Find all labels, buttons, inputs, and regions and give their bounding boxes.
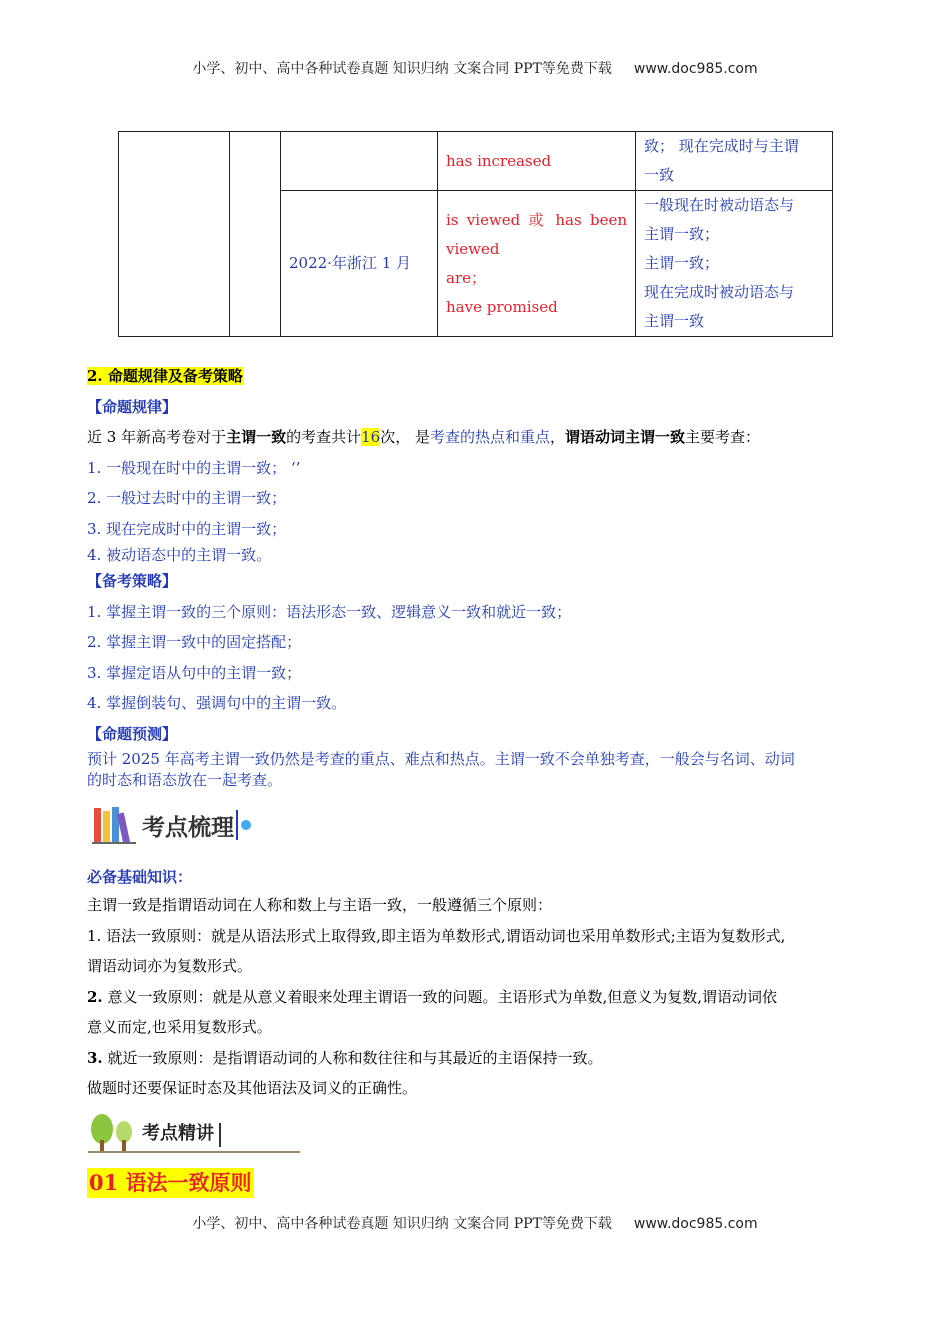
list-item: 2. 掌握主谓一致中的固定搭配； [87, 633, 302, 651]
divider [236, 810, 238, 840]
table-row [119, 132, 833, 191]
table-cell-reason: 一般现在时被动语态与 主谓一致； 主谓一致； 现在完成时被动语态与 主谓一致 [636, 191, 833, 337]
dot-icon [241, 820, 251, 830]
table-cell-reason: 致； 现在完成时与主谓 一致 [636, 132, 833, 191]
list-item: 2. 一般过去时中的主谓一致； [87, 489, 287, 507]
table-cell-empty [281, 132, 438, 191]
table-cell-answer: is viewed 或 has been viewed are； have promised [438, 191, 636, 337]
table-cell-empty [230, 132, 281, 337]
section-title: 2. 命题规律及备考策略 [87, 367, 243, 385]
footer-url[interactable]: www.doc985.com [633, 1216, 758, 1232]
heading-01: 01 语法一致原则 [87, 1168, 254, 1198]
banner-key-explained [88, 1112, 221, 1154]
list-item: 3. 掌握定语从句中的主谓一致； [87, 663, 302, 682]
underline [88, 1151, 300, 1153]
page-header [0, 58, 950, 78]
table-cell-empty [119, 132, 230, 337]
section-exam-rules [87, 361, 877, 791]
list-item: 4. 掌握倒装句、强调句中的主谓一致。 [87, 694, 347, 712]
consistency-table [118, 131, 833, 337]
list-item: 4. 被动语态中的主谓一致。 [87, 546, 272, 564]
header-text: 小学、初中、高中各种试卷真题 知识归纳 文案合同 PPT等免费下载 [192, 61, 612, 77]
principle-2: 2. 意义一致原则：就是从意义着眼来处理主谓语一致的问题。主语形式为单数,但意义为复数,谓语动词依 [87, 987, 777, 1006]
banner-title: 考点精讲 [142, 1123, 214, 1145]
rule-intro: 近 3 年新高考卷对于主谓一致的考查共计16次， 是考查的热点和重点，谓语动词主谓一致主要考查： [87, 428, 761, 446]
trees-icon [88, 1112, 136, 1154]
principle-1: 1. 语法一致原则：就是从语法形式上取得致,即主语为单数形式,谓语动词也采用单数形式;主语为复数形式, [87, 926, 786, 945]
basics-intro: 主谓一致是指谓语动词在人称和数上与主语一致，一般遵循三个原则： [87, 896, 553, 914]
header-url[interactable]: www.doc985.com [633, 61, 758, 77]
forecast-title: 【命题预测】 [87, 724, 178, 743]
books-icon [92, 805, 136, 845]
forecast-text: 预计 2025 年高考主谓一致仍然是考查的重点、难点和热点。主谓一致不会单独考查，一般会与名词、动词 的时态和语态放在一起考查。 [87, 750, 795, 789]
basics-title: 必备基础知识： [87, 868, 193, 886]
rule-title: 【命题规律】 [87, 397, 178, 416]
section-basics: 必备基础知识： 主谓一致是指谓语动词在人称和数上与主语一致，一般遵循三个原则： 1. 语法一致原则：就是从语法形式上取得致,即主语为单数形式,谓语动词也采用单数形式;主语为复数形式, 谓语动词亦为复数形式。 2. 意义一致原则：就是从意义着眼来处理主谓语一致的问题。主语形式为单数,但意义为复数,谓语动词依 意义而定,也采用复数形式。 3. 就近一致原则：是指谓语动词的人称和数往往和与其最近的主语保持一致。 做题时还要保证时态及其他语法及词义的正确性。 [87, 864, 877, 1104]
list-item: 3. 现在完成时中的主谓一致； [87, 519, 287, 538]
divider [219, 1123, 221, 1147]
principle-3: 3. 就近一致原则：是指谓语动词的人称和数往往和与其最近的主语保持一致。 [87, 1048, 603, 1067]
strategy-title: 【备考策略】 [87, 572, 178, 590]
banner-key-points [92, 805, 251, 845]
table-cell-year: 2022·年浙江 1 月 [281, 191, 438, 337]
footer-text: 小学、初中、高中各种试卷真题 知识归纳 文案合同 PPT等免费下载 [192, 1216, 612, 1232]
basics-note: 做题时还要保证时态及其他语法及词义的正确性。 [87, 1079, 418, 1097]
banner-title: 考点梳理 [142, 814, 234, 841]
list-item: 1. 一般现在时中的主谓一致； ‘’ [87, 458, 301, 477]
page-footer [0, 1213, 950, 1233]
table-cell-answer: has increased [438, 132, 636, 191]
list-item: 1. 掌握主谓一致的三个原则：语法形态一致、逻辑意义一致和就近一致； [87, 602, 572, 621]
